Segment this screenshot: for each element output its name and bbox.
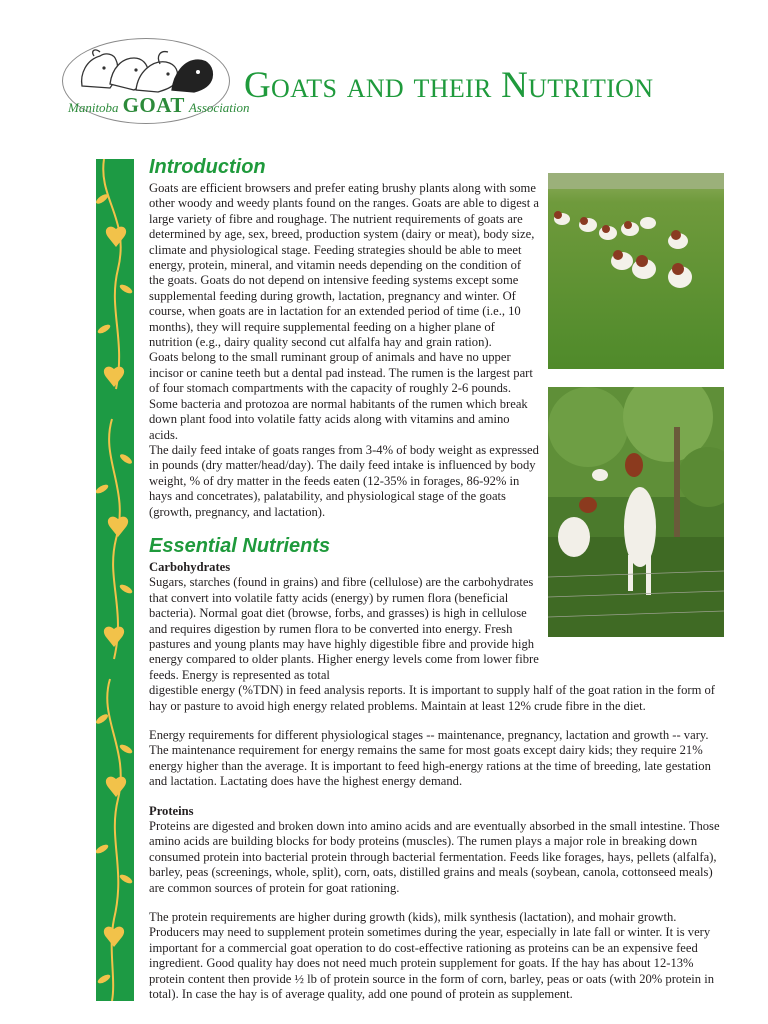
carbohydrates-paragraph: Sugars, starches (found in grains) and fibre (cellulose) are the carbohydrates that convert into volatile fatty acids (energy) by rumen flora (beneficial bacteria). Normal goat diet (browse, forbs, and grasses) is high in cellulose and requires digestion by rumen flora to be converted into energy. Fresh pastures and young plants may have highly digestible fibre and provide high energy compared to older plants. Higher energy levels come from lower fibre feeds. Energy is represented as total (149, 575, 539, 682)
logo-text-right: Association (188, 100, 250, 115)
intro-paragraph: Goats are efficient browsers and prefer eating brushy plants along with some other woody and weedy plants found on the ranges. Goats are able to digest a large variety of fibre and roughage. The nutrient requirements of goats are determined by age, sex, breed, production system (dairy or meat), body size, climate and physiological stage. Feeding strategies should be able to meet energy, protein, mineral, and vitamin needs depending on the condition of the goats. Goats do not depend on intensive feeding systems except some supplemental feeding during growth, lactation, pregnancy and winter. Of course, when goats are in lactation for an extended period of time (i.e., 10 months), they will require supplemental feeding on a higher plane of nutrition (e.g., dairy quality second cut alfalfa hay and grain ration). (149, 181, 539, 350)
intro-paragraph: The daily feed intake of goats ranges from 3-4% of body weight as expressed in pounds (dry matter/head/day). The daily feed intake is influenced by body weight, % of dry matter in the feeds eaten (12-35% in forages, 86-92% in hays and concetrates), palatability, and physiological stage of the goats (growth, pregnancy, and lactation). (149, 442, 539, 519)
logo-text-main: GOAT (122, 93, 185, 117)
subheading-carbohydrates: Carbohydrates (149, 559, 231, 574)
floral-ornament-icon (96, 159, 134, 1001)
main-content (149, 155, 724, 1003)
proteins-paragraph: Proteins are digested and broken down into amino acids and are eventually absorbed in the small intestine. Those amino acids are building blocks for body proteins (muscles). The rumen plays a major role in breaking down consumed protein into bacterial protein through bacterial fermentation. Feeds like forages, hays, pellets (alfalfa), barley, peas (screenings, whole, split), corn, oats, distilled grains and meals (soybean, canola, cottonseed meals) are common sources of protein for goat rationing. (149, 819, 720, 895)
carbohydrates-text-narrow (149, 575, 539, 683)
subheading-proteins: Proteins (149, 803, 194, 818)
logo-text-left: Manitoba (68, 100, 119, 115)
association-logo (62, 38, 250, 126)
logo-text (68, 93, 250, 118)
proteins-paragraph: The protein requirements are higher during growth (kids), milk synthesis (lactation), and mohair growth. Producers may need to supplement protein sometimes during the year, especially in late fall or winter. It is very important for a commercial goat operation to do cost-effective rationing as proteins can be an expensive feed ingredient. Good quality hay does not need much protein supplement for goats. If the hay has about 12-13% protein content then provide ½ lb of protein source in the form of corn, barley, peas or oats (with 20% protein in total). In case the hay is of average quality, add one pound of protein as supplement. (149, 910, 715, 1002)
decorative-side-bar (96, 159, 134, 1001)
introduction-text (149, 181, 539, 520)
document-title: Goats and their Nutrition (244, 65, 654, 106)
goat-heads-icon (76, 46, 216, 96)
section-heading-essential-nutrients: Essential Nutrients (149, 534, 331, 557)
intro-paragraph: Goats belong to the small ruminant group of animals and have no upper incisor or canine teeth but a dental pad instead. The rumen is the largest part of four stomach compartments with the capacity of roughly 2-6 pounds. Some bacteria and protozoa are normal habitants of the rumen which break down plant food into volatile fatty acids along with vitamins and amino acids. (149, 350, 533, 442)
carbohydrates-paragraph-continued: digestible energy (%TDN) in feed analysis reports. It is important to supply half of the goat ration in the form of hay or pasture to avoid high energy related problems. Maintain at least 12% crude fibre in the diet. (149, 683, 715, 713)
energy-paragraph: Energy requirements for different physiological stages -- maintenance, pregnancy, lactation and growth -- vary. The maintenance requirement for energy remains the same for most goats except dairy kids; they require 21% energy higher than the average. It is important to feed high-energy rations at the time of breeding, late gestation and lactation. Lactating does have the highest energy demand. (149, 728, 711, 789)
section-heading-introduction: Introduction (149, 156, 266, 178)
